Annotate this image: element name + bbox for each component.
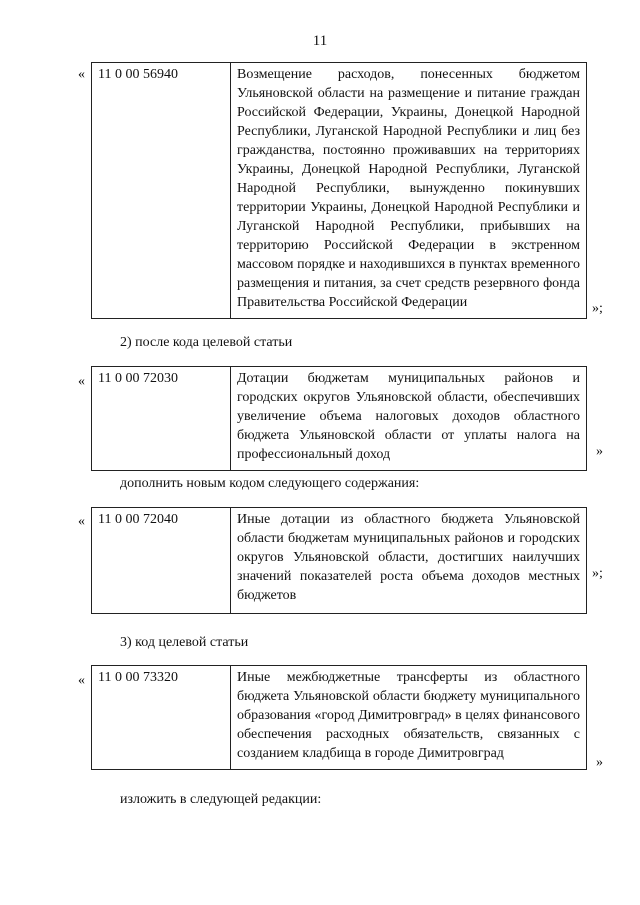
budget-code: 11 0 00 72040 (92, 508, 231, 614)
open-quote: « (78, 374, 85, 389)
budget-code: 11 0 00 73320 (92, 666, 231, 770)
paragraph-code-item-3: 3) код целевой статьи (120, 635, 249, 650)
page-number: 11 (312, 33, 328, 49)
close-quote: » (596, 444, 603, 459)
code-table-2 (91, 366, 587, 471)
paragraph-restate: изложить в следующей редакции: (120, 792, 322, 807)
paragraph-add-new-code: дополнить новым кодом следующего содержания: (120, 476, 420, 491)
code-table-3 (91, 507, 587, 614)
close-quote: »; (592, 566, 603, 581)
table-row (92, 666, 587, 770)
budget-code-description: Возмещение расходов, понесенных бюджетом Ульяновской области на размещение и питание граждан Российской Федерации, Украины, Донецкой Народной Республики, Луганской Народной Республики и лиц без гражданства, постоянно проживавших на территориях Украины, Донецкой Народной Республики, Луганской Народной Республики, вынужденно покинувших территории Украины, Донецкой Народной Республики и Луганской Народной Республики, прибывших на территорию Российской Федерации в экстренном массовом порядке и находившихся в пунктах временного размещения и питания, за счет средств резервного фонда Правительства Российской Федерации (231, 63, 587, 319)
budget-code-description: Дотации бюджетам муниципальных районов и городских округов Ульяновской области, обеспечивших увеличение объема налоговых доходов областного бюджета Ульяновской области от уплаты налога на профессиональный доход (231, 367, 587, 471)
budget-code-description: Иные дотации из областного бюджета Ульяновской области бюджетам муниципальных районов и городских округов Ульяновской области, достигших наилучших значений показателей роста объема доходов местных бюджетов (231, 508, 587, 614)
code-table-4 (91, 665, 587, 770)
budget-code: 11 0 00 56940 (92, 63, 231, 319)
code-table-1 (91, 62, 587, 319)
budget-code: 11 0 00 72030 (92, 367, 231, 471)
close-quote: »; (592, 301, 603, 316)
table-row (92, 63, 587, 319)
table-row (92, 367, 587, 471)
open-quote: « (78, 514, 85, 529)
budget-code-description: Иные межбюджетные трансферты из областного бюджета Ульяновской области бюджету муниципального образования «город Димитровград» в целях финансового обеспечения расходных обязательств, связанных с созданием кладбища в городе Димитровград (231, 666, 587, 770)
open-quote: « (78, 673, 85, 688)
paragraph-after-code: 2) после кода целевой статьи (120, 335, 293, 350)
close-quote: » (596, 755, 603, 770)
table-row (92, 508, 587, 614)
open-quote: « (78, 67, 85, 82)
